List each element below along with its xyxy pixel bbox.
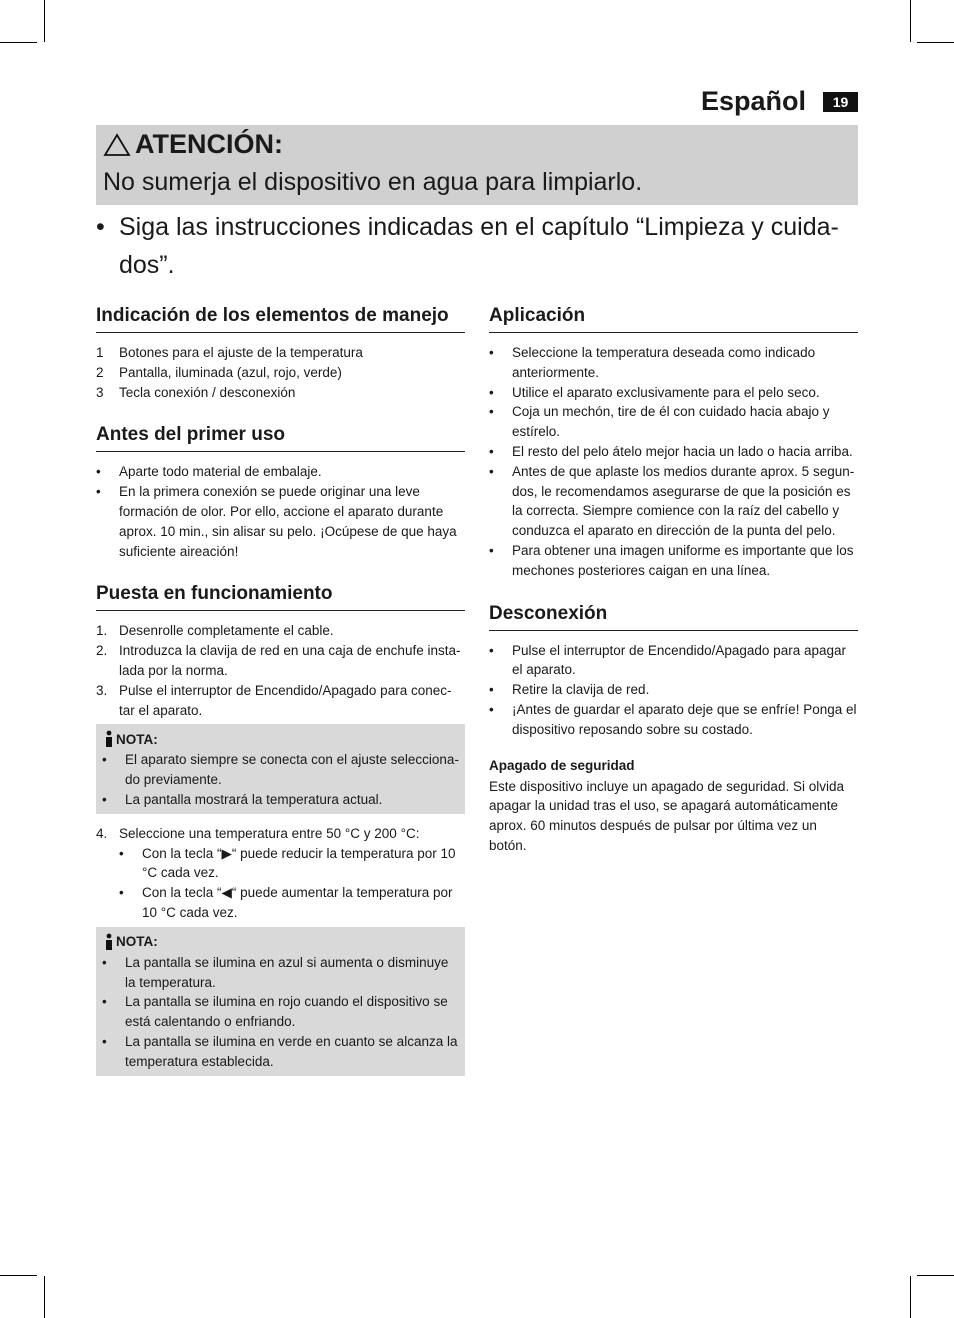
note-label: NOTA: — [116, 934, 158, 950]
bullet-marker: • — [119, 885, 124, 901]
bullet-marker: • — [102, 791, 107, 807]
item-text: La pantalla se ilumina en azul si aumenta o disminuye la temperatura. — [125, 954, 449, 990]
list-item — [489, 680, 858, 700]
right-column — [489, 305, 858, 878]
operation-step-4 — [96, 824, 465, 923]
item-text: Aparte todo material de embalaje. — [119, 464, 322, 480]
list-item — [96, 824, 465, 923]
item-text: Con la tecla “◀“ puede aumentar la temperatura por 10 °C cada vez. — [142, 885, 453, 920]
item-text: La pantalla se ilumina en verde en cuanto se alcanza la temperatura establecida. — [125, 1033, 458, 1069]
list-item — [119, 844, 465, 884]
info-icon — [102, 730, 116, 748]
first-use-list — [96, 462, 465, 561]
note-list — [102, 953, 459, 1072]
crop-mark — [917, 1275, 954, 1276]
warning-box — [96, 125, 858, 205]
crop-mark — [44, 0, 45, 42]
note-label: NOTA: — [116, 731, 158, 747]
first-use-heading: Antes del primer uso — [96, 424, 465, 452]
item-number: 3. — [96, 682, 108, 698]
application-heading: Aplicación — [489, 305, 858, 333]
item-number: 4. — [96, 825, 108, 841]
list-item — [489, 462, 858, 541]
item-text: Pulse el interruptor de Encendido/Apagado para apagar el aparato. — [512, 642, 846, 678]
bullet-marker: • — [102, 994, 107, 1010]
operation-steps — [96, 621, 465, 720]
item-text: Introduzca la clavija de red en una caja de enchufe insta-lada por la norma. — [119, 643, 461, 678]
item-text: Desenrolle completamente el cable. — [119, 623, 334, 639]
info-icon — [102, 933, 116, 951]
left-column — [96, 305, 465, 1098]
safety-heading: Apagado de seguridad — [489, 757, 635, 773]
crop-mark — [910, 0, 911, 42]
warning-bullet — [96, 208, 858, 284]
shutdown-list — [489, 641, 858, 740]
item-text: Con la tecla “▶“ puede reducir la temperatura por 10 °C cada vez. — [142, 845, 456, 881]
note-box — [96, 724, 465, 813]
item-text: Tecla conexión / desconexión — [119, 384, 296, 400]
bullet-marker: • — [102, 1033, 107, 1049]
item-text: En la primera conexión se puede originar una leve formación de olor. Por ello, accione el aparato durante aprox. 10 min., sin alisar su pelo. ¡Ocúpese de que haya suficiente aireación! — [119, 484, 457, 559]
crop-mark — [0, 42, 37, 43]
item-text: Pulse el interruptor de Encendido/Apagado para conec-tar el aparato. — [119, 682, 452, 718]
warning-title — [103, 129, 283, 160]
item-text: Seleccione la temperatura deseada como indicado anteriormente. — [512, 345, 816, 380]
bullet-marker: • — [119, 845, 124, 861]
bullet-marker: • — [96, 484, 101, 500]
operation-section — [96, 583, 465, 1075]
bullet-marker: • — [489, 701, 494, 717]
warning-title-text: ATENCIÓN: — [135, 129, 283, 159]
item-text: Utilice el aparato exclusivamente para el pelo seco. — [512, 384, 820, 400]
bullet-marker: • — [489, 345, 494, 360]
item-number: 3 — [96, 384, 104, 400]
bullet-marker: • — [489, 404, 494, 420]
list-item — [489, 442, 858, 462]
list-item — [102, 750, 459, 790]
sub-list — [119, 844, 465, 923]
bullet-marker: • — [489, 463, 494, 479]
bullet-marker: • — [489, 542, 494, 558]
controls-list — [96, 343, 465, 402]
application-list — [489, 343, 858, 581]
first-use-section — [96, 424, 465, 561]
operation-heading: Puesta en funcionamiento — [96, 583, 465, 611]
bullet-marker: • — [489, 384, 494, 400]
item-text: El aparato siempre se conecta con el ajuste selecciona-do previamente. — [125, 752, 459, 788]
item-text: La pantalla se ilumina en rojo cuando el dispositivo se está calentando o enfriando. — [125, 994, 448, 1030]
item-number: 1 — [96, 345, 104, 360]
list-item — [96, 641, 465, 681]
shutdown-section — [489, 603, 858, 856]
list-item — [102, 953, 459, 993]
crop-mark — [0, 1275, 37, 1276]
note-box — [96, 927, 465, 1076]
item-text: El resto del pelo átelo mejor hacia un lado o hacia arriba. — [512, 443, 853, 459]
list-item — [489, 402, 858, 442]
item-number: 2. — [96, 643, 108, 659]
item-text: Botones para el ajuste de la temperatura — [119, 345, 363, 360]
application-section — [489, 305, 858, 581]
list-item — [96, 482, 465, 561]
list-item — [96, 621, 465, 641]
item-text: Coja un mechón, tire de él con cuidado hacia abajo y estírelo. — [512, 404, 830, 440]
bullet-marker: • — [102, 752, 107, 768]
controls-heading: Indicación de los elementos de manejo — [96, 305, 465, 333]
warning-triangle-icon — [103, 133, 131, 157]
item-number: 2 — [96, 364, 104, 380]
list-item — [489, 383, 858, 403]
item-text: Antes de que aplaste los medios durante aprox. 5 segun-dos, le recomendamos asegurarse de que la posición es la correcta. Siempre comience con la raíz del cabello y conduzca el aparato en dirección de la punta del pelo. — [512, 463, 855, 539]
list-item — [489, 541, 858, 581]
warning-bullet-text: Siga las instrucciones indicadas en el capítulo “Limpieza y cuida-dos”. — [119, 213, 839, 279]
list-item — [119, 883, 465, 923]
note-heading — [102, 933, 459, 951]
bullet-marker: • — [102, 954, 107, 970]
list-item — [96, 462, 465, 482]
list-item — [96, 681, 465, 721]
crop-mark — [910, 1276, 911, 1318]
note-heading — [102, 730, 459, 748]
list-item — [102, 790, 459, 810]
list-item — [102, 992, 459, 1032]
list-item — [102, 1032, 459, 1072]
warning-text: No sumerja el dispositivo en agua para limpiarlo. — [103, 168, 643, 196]
bullet-marker: • — [489, 443, 494, 459]
item-number: 1. — [96, 623, 108, 639]
list-item — [96, 383, 465, 403]
list-item — [96, 363, 465, 383]
note-list — [102, 750, 459, 809]
bullet-marker: • — [96, 213, 105, 241]
list-item — [489, 343, 858, 383]
crop-mark — [917, 42, 954, 43]
bullet-marker: • — [489, 682, 494, 698]
crop-mark — [44, 1276, 45, 1318]
shutdown-heading: Desconexión — [489, 603, 858, 631]
safety-paragraph: Este dispositivo incluye un apagado de seguridad. Si olvida apagar la unidad tras el uso, se apagará automáticamente aprox. 60 minutos después de pulsar por última vez un botón. — [489, 778, 844, 853]
item-text: ¡Antes de guardar el aparato deje que se enfríe! Ponga el dispositivo reposando sobre su costado. — [512, 701, 857, 737]
item-text: La pantalla mostrará la temperatura actual. — [125, 791, 383, 807]
item-text: Seleccione una temperatura entre 50 °C y 200 °C: — [119, 825, 420, 841]
language-heading: Español — [700, 86, 806, 116]
item-text: Retire la clavija de red. — [512, 682, 650, 698]
list-item — [489, 700, 858, 740]
bullet-marker: • — [96, 464, 101, 480]
bullet-marker: • — [489, 642, 494, 658]
controls-section — [96, 305, 465, 402]
page-number: 19 — [823, 92, 858, 112]
list-item — [96, 343, 465, 363]
list-item — [489, 641, 858, 681]
item-text: Para obtener una imagen uniforme es importante que los mechones posteriores caigan en una línea. — [512, 542, 854, 578]
item-text: Pantalla, iluminada (azul, rojo, verde) — [119, 364, 342, 380]
